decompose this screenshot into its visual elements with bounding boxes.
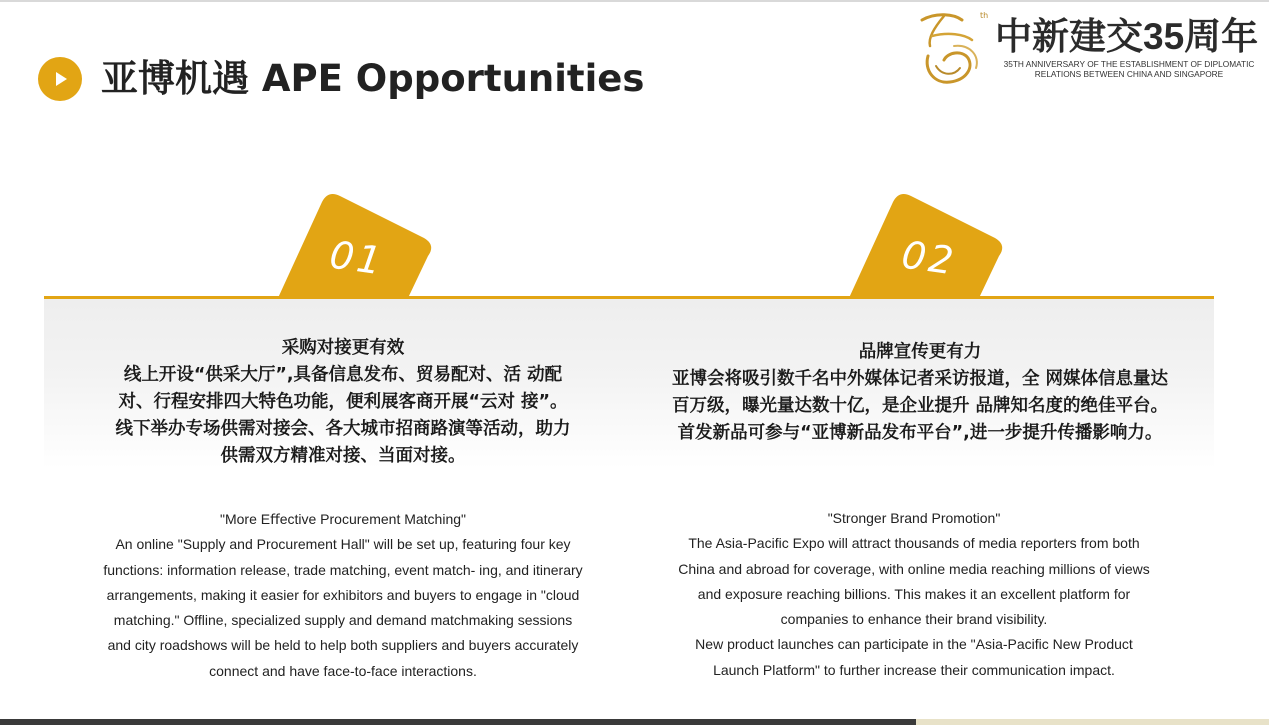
section-text-line: 亚博会将吸引数千名中外媒体记者采访报道，全 网媒体信息量达 [671,369,1169,389]
section-number: 01 [327,232,387,284]
section-1-english-text [98,507,588,684]
section-english-line: companies to enhance their brand visibility. [780,611,1048,628]
section-text-line: 百万级，曝光量达数十亿，是企业提升 品牌知名度的绝佳平台。 [671,396,1169,416]
section-english-line: connect and have face-to-face interactions. [209,662,477,679]
section-english-line: The Asia-Pacific Expo will attract thousands of media reporters from both [688,535,1140,552]
section-english-line: arrangements, making it easier for exhibitors and buyers to engage in "cloud [106,586,580,603]
bottom-bar-right [916,719,1269,725]
play-icon [38,57,82,101]
section-2-chinese-text [650,339,1190,447]
section-text-line: 首发新品可参与“亚博新品发布平台”,进一步提升传播影响力。 [677,423,1163,443]
section-english-line: China and abroad for coverage, with online media reaching millions of views [678,560,1150,577]
section-heading: 采购对接更有效 [281,338,405,358]
section-text-line: 供需双方精准对接、当面对接。 [220,446,466,466]
section-english-line: functions: information release, trade matching, event match- ing, and itinerary [103,561,583,578]
section-english-heading: "More Eﬀective Procurement Matching" [219,511,466,527]
section-heading: 品牌宣传更有力 [858,342,982,362]
section-2-english-text [668,506,1160,683]
section-english-line: matching." Offline, specialized supply and demand matchmaking sessions [113,612,573,629]
section-english-line: Launch Platform" to further increase their communication impact. [713,661,1115,678]
svg-text:th: th [980,11,989,20]
logo-title: 中新建交35周年 [995,16,1259,57]
section-english-line: and city roadshows will be held to help both suppliers and buyers accurately [107,637,579,654]
logo-subtitle-line: RELATIONS BETWEEN CHINA AND SINGAPORE [1034,68,1224,79]
logo-subtitle-line: 35TH ANNIVERSARY OF THE ESTABLISHMENT OF DIPLOMATIC [1003,59,1255,69]
top-border [0,0,1269,2]
section-text-line: 线上开设“供采大厅”,具备信息发布、贸易配对、活 动配 [123,365,563,385]
logo-subtitle [994,60,1264,79]
section-number: 02 [899,232,959,284]
section-english-heading: "Stronger Brand Promotion" [827,510,1001,526]
section-english-line: An online "Supply and Procurement Hall" will be set up, featuring four key [115,536,571,553]
accent-line [44,296,1214,299]
section-1-chinese-text [93,335,593,470]
section-english-line: New product launches can participate in the "Asia-Pacific New Product [695,636,1133,653]
section-text-line: 线下举办专场供需对接会、各大城市招商路演等活动，助力 [115,419,571,439]
section-english-line: and exposure reaching billions. This makes it an excellent platform for [697,585,1131,602]
section-text-line: 对、行程安排四大特色功能，便利展客商开展“云对 接”。 [118,392,568,412]
page-title: 亚博机遇 APE Opportunities [101,57,645,100]
35th-anniversary-mark-icon [914,6,996,90]
